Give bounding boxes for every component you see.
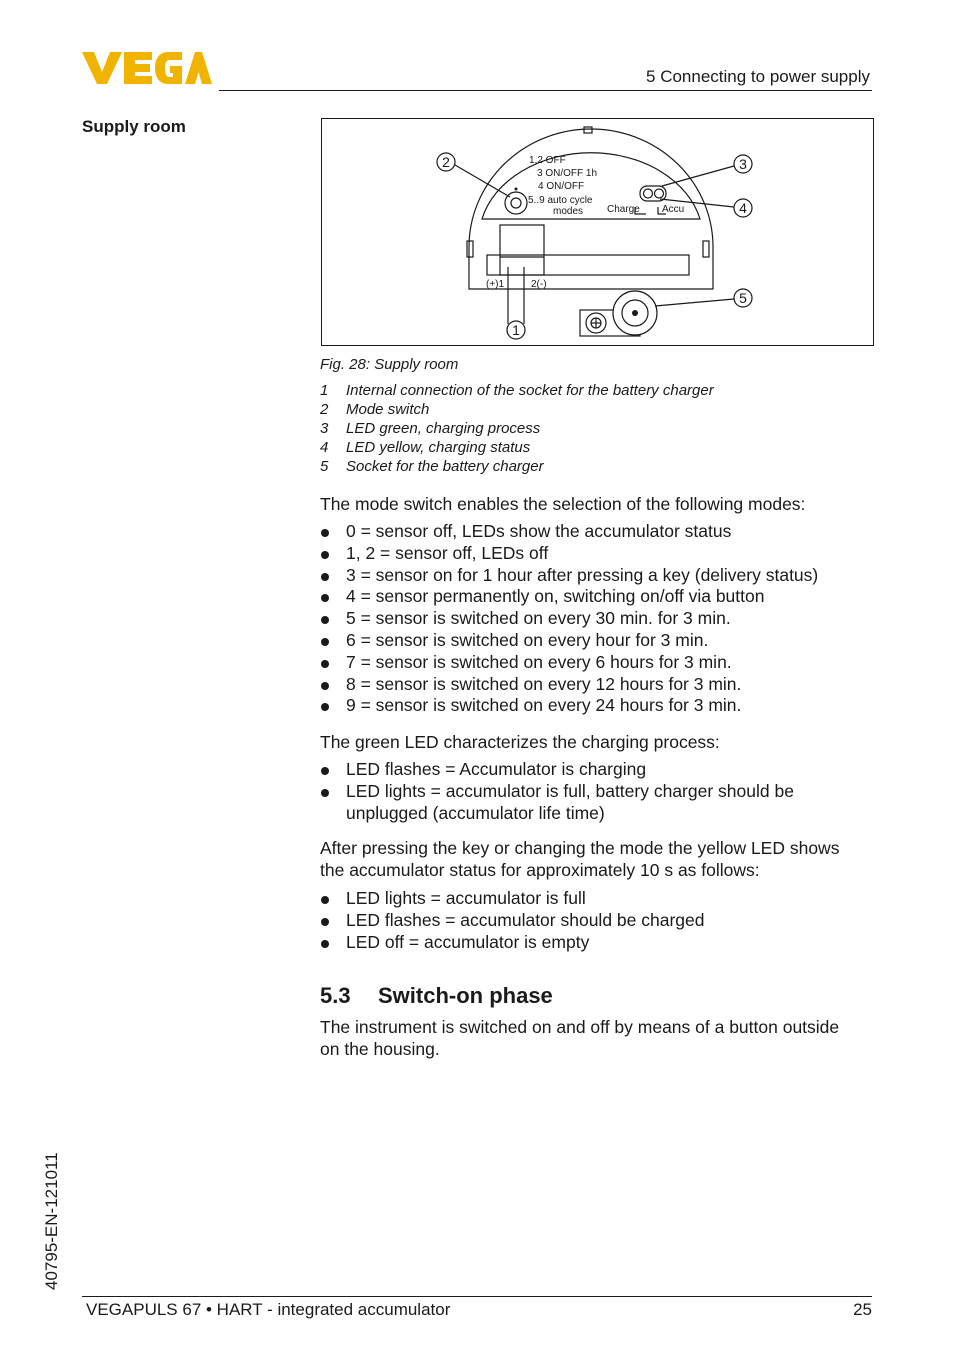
supply-room-figure (321, 118, 874, 346)
label-onoff-1h: 3 ON/OFF 1h (537, 168, 598, 179)
yellow-led-intro: After pressing the key or changing the mode the yellow LED shows the accumulator status for approximately 10 s as follows: (320, 838, 840, 880)
list-item: 9 = sensor is switched on every 24 hours for 3 min. (320, 695, 860, 717)
legend-item (320, 401, 429, 418)
list-item: 5 = sensor is switched on every 30 min. for 3 min. (320, 608, 860, 630)
callout-5: 5 (739, 290, 747, 306)
legend-item (320, 458, 544, 475)
section-title: Switch-on phase (378, 983, 553, 1008)
list-item: LED flashes = accumulator should be charged (320, 910, 860, 932)
document-number: 40795-EN-121011 (42, 1152, 61, 1290)
page-number: 25 (853, 1300, 872, 1319)
modes-list (320, 521, 860, 717)
label-terminal-plus: (+)1 (486, 279, 505, 290)
list-item: 8 = sensor is switched on every 12 hours for 3 min. (320, 674, 860, 696)
list-item: LED lights = accumulator is full, battery charger should be unplugged (accumulator life time) (320, 781, 860, 825)
vega-logo (82, 52, 212, 84)
list-item: 1, 2 = sensor off, LEDs off (320, 543, 860, 565)
label-auto-cycle: 5..9 auto cycle (528, 195, 593, 206)
legend-num: 1 (320, 382, 329, 399)
legend-num: 4 (320, 439, 329, 456)
section-body: The instrument is switched on and off by means of a button outside on the housing. (320, 1017, 840, 1059)
green-led-intro: The green LED characterizes the charging process: (320, 732, 720, 752)
list-item: 6 = sensor is switched on every hour for 3 min. (320, 630, 860, 652)
legend-num: 2 (320, 401, 329, 418)
label-accu: Accu (662, 204, 685, 215)
legend-text: LED yellow, charging status (346, 439, 531, 456)
sidebar-label: Supply room (82, 117, 186, 136)
footer-title: VEGAPULS 67 • HART - integrated accumulator (86, 1300, 451, 1319)
list-item: 3 = sensor on for 1 hour after pressing a key (delivery status) (320, 565, 860, 587)
modes-intro: The mode switch enables the selection of the following modes: (320, 494, 806, 514)
label-onoff: 4 ON/OFF (538, 181, 585, 192)
callout-3: 3 (739, 156, 747, 172)
header-section-title: 5 Connecting to power supply (646, 67, 870, 86)
legend-item (320, 420, 540, 437)
supply-room-drawing (322, 119, 875, 347)
list-item: 0 = sensor off, LEDs show the accumulator status (320, 521, 860, 543)
callout-4: 4 (739, 200, 747, 216)
green-led-list (320, 759, 860, 824)
legend-text: Socket for the battery charger (346, 458, 544, 475)
list-item: 4 = sensor permanently on, switching on/off via button (320, 586, 860, 608)
label-charge: Charge (607, 204, 640, 215)
list-item: LED flashes = Accumulator is charging (320, 759, 860, 781)
legend-num: 3 (320, 420, 329, 437)
label-off: 1,2 OFF (529, 155, 566, 166)
legend-item (320, 382, 714, 399)
callout-2: 2 (442, 154, 450, 170)
figure-caption: Fig. 28: Supply room (320, 356, 459, 373)
label-modes: modes (553, 206, 584, 217)
list-item: LED lights = accumulator is full (320, 888, 860, 910)
legend-item (320, 439, 530, 456)
header-rule (219, 90, 872, 91)
yellow-led-list (320, 888, 860, 953)
legend-num: 5 (320, 458, 329, 475)
list-item: LED off = accumulator is empty (320, 932, 860, 954)
footer-rule (82, 1296, 872, 1297)
legend-text: Mode switch (346, 401, 430, 418)
section-heading (320, 983, 553, 1009)
legend-text: Internal connection of the socket for the battery charger (346, 382, 714, 399)
list-item: 7 = sensor is switched on every 6 hours for 3 min. (320, 652, 860, 674)
label-terminal-minus: 2(-) (531, 279, 547, 290)
callout-1: 1 (512, 322, 520, 338)
legend-text: LED green, charging process (346, 420, 541, 437)
section-number: 5.3 (320, 983, 351, 1008)
